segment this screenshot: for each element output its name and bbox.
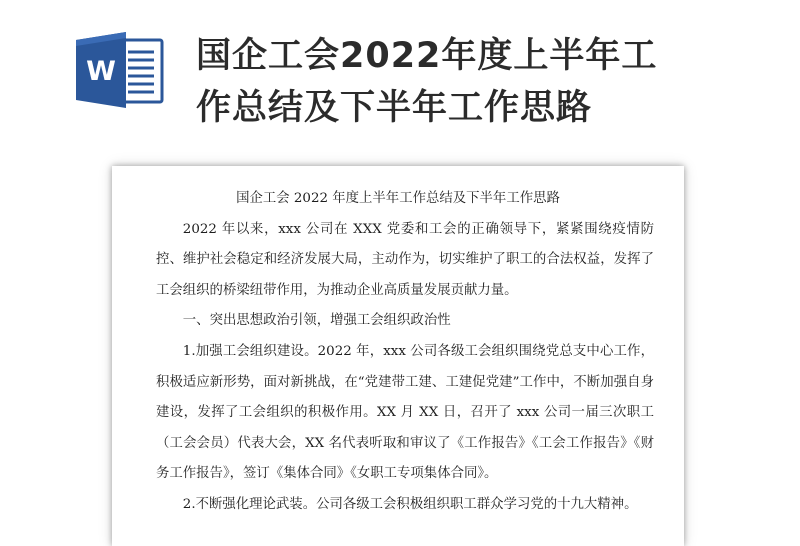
document-page — [112, 166, 684, 546]
word-document-icon — [76, 32, 164, 108]
document-paragraph-2: 2.不断强化理论武装。公司各级工会积极组织职工群众学习党的十九大精神。 — [182, 496, 638, 512]
page-title — [196, 30, 786, 134]
page-title-line-1: 国企工会2022年度上半年工 — [196, 36, 658, 76]
document-paragraph-intro: 2022 年以来，xxx 公司在 XXX 党委和工会的正确领导下，紧紧围绕疫情防控、维护社会稳定和经济发展大局，主动作为，切实维护了职工的合法权益，发挥了工会组织的桥梁纽带作用，为推动企业高质量发展贡献力量。 — [156, 221, 654, 298]
document-paragraph-1: 1.加强工会组织建设。2022 年，xxx 公司各级工会组织围绕党总支中心工作，积极适应新形势，面对新挑战，在“党建带工建、工建促党建”工作中，不断加强自身建设，发挥了工会组织的积极作用。XX 月 XX 日，召开了 xxx 公司一届三次职工（工会会员）代表大会，XX 名代表听取和审议了《工作报告》《工会工作报告》《财务工作报告》，签订《集体合同》《女职工专项集体合同》。 — [156, 343, 654, 482]
page-title-line-2: 作总结及下半年工作思路 — [196, 88, 593, 128]
document-section-heading: 一、突出思想政治引领，增强工会组织政治性 — [182, 313, 451, 329]
word-logo-letter: W — [86, 56, 116, 87]
document-title: 国企工会 2022 年度上半年工作总结及下半年工作思路 — [236, 191, 560, 206]
